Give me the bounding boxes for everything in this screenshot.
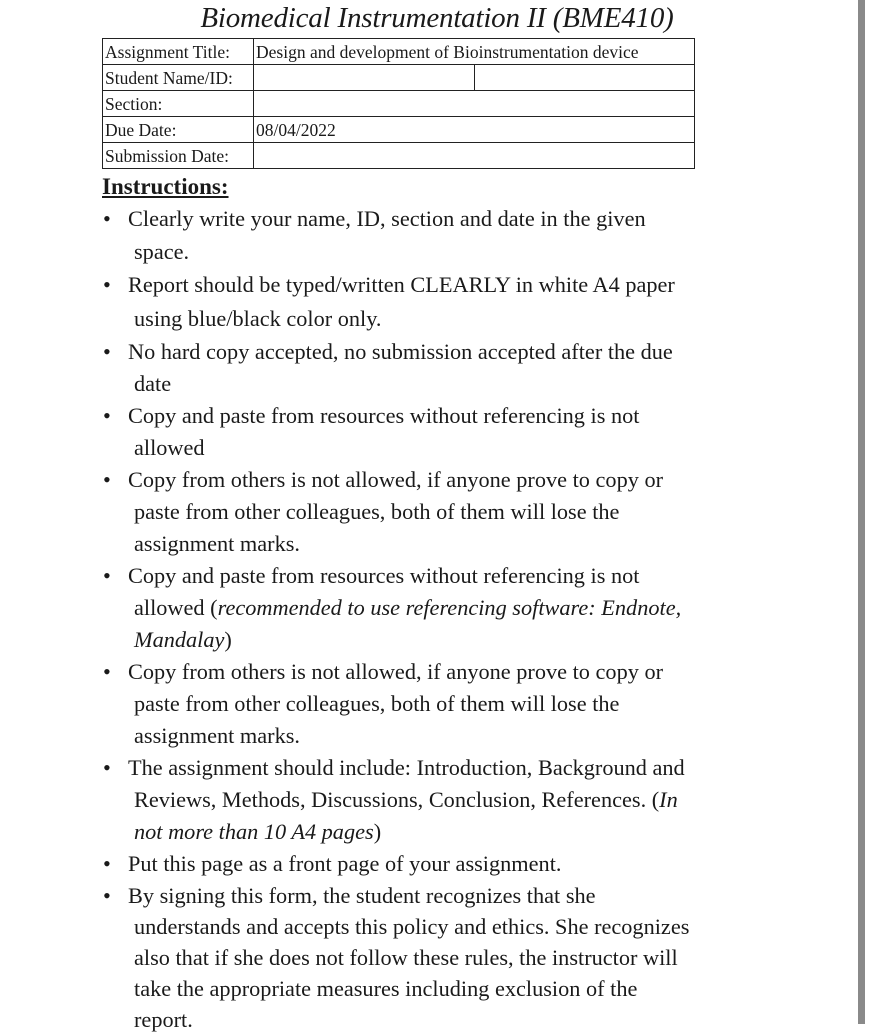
bullet-icon: • <box>103 659 111 684</box>
bullet-icon: • <box>103 563 111 588</box>
bullet-text-line: paste from other colleagues, both of them will lose the <box>134 499 620 524</box>
document-title: Biomedical Instrumentation II (BME410) <box>200 2 674 34</box>
text-italic: recommended to use referencing software: Endnote, <box>217 595 682 620</box>
bullet-icon: • <box>103 206 111 231</box>
text-italic: not more than 10 A4 pages <box>134 819 374 844</box>
list-item <box>102 880 792 1035</box>
text-plain: ) <box>373 819 382 844</box>
list-item <box>102 464 792 560</box>
bullet-text-line <box>128 592 792 624</box>
bullet-text-line: By signing this form, the student recognizes that she <box>128 883 596 908</box>
bullet-text-line: Clearly write your name, ID, section and date in the given <box>128 206 646 231</box>
section-label: Section: <box>103 91 254 117</box>
list-item <box>102 560 792 656</box>
table-row <box>103 117 695 143</box>
bullet-text-line: assignment marks. <box>134 723 300 748</box>
bullet-icon: • <box>103 467 111 492</box>
list-item <box>102 400 792 464</box>
text-plain: allowed ( <box>134 595 218 620</box>
bullet-text-line: using blue/black color only. <box>134 306 382 331</box>
bullet-text-line: paste from other colleagues, both of them will lose the <box>134 691 620 716</box>
assignment-title-label: Assignment Title: <box>103 39 254 65</box>
bullet-icon: • <box>103 339 111 364</box>
bullet-text-line: Copy and paste from resources without referencing is not <box>128 563 640 588</box>
text-italic: In <box>659 787 678 812</box>
bullet-text-line: Copy from others is not allowed, if anyone prove to copy or <box>128 467 664 492</box>
list-item <box>102 848 792 880</box>
table-row <box>103 91 695 117</box>
list-item <box>102 268 792 336</box>
bullet-text-line: The assignment should include: Introduction, Background and <box>128 755 685 780</box>
bullet-icon: • <box>103 851 111 876</box>
bullet-icon: • <box>103 883 111 908</box>
bullet-text-line: No hard copy accepted, no submission accepted after the due <box>128 339 673 364</box>
bullet-text-line: date <box>134 371 172 396</box>
table-row <box>103 143 695 169</box>
instructions-heading: Instructions: <box>102 174 229 199</box>
due-date-label: Due Date: <box>103 117 254 143</box>
assignment-title-value: Design and development of Bioinstrumentation device <box>254 39 695 65</box>
bullet-text-line <box>128 784 792 816</box>
bullet-icon: • <box>103 403 111 428</box>
page-edge-bar <box>858 0 865 1024</box>
bullet-text-line: allowed <box>134 435 205 460</box>
bullet-text-line: space. <box>134 239 190 264</box>
table-row <box>103 65 695 91</box>
student-id-field[interactable] <box>474 65 695 91</box>
section-field[interactable] <box>254 91 695 117</box>
bullet-text-line: take the appropriate measures including exclusion of the <box>134 976 638 1001</box>
submission-date-label: Submission Date: <box>103 143 254 169</box>
bullet-text-line: Put this page as a front page of your assignment. <box>128 851 562 876</box>
list-item <box>102 336 792 400</box>
bullet-text-line: also that if she does not follow these rules, the instructor will <box>134 945 678 970</box>
list-item <box>102 202 792 268</box>
bullet-text-line: Copy and paste from resources without referencing is not <box>128 403 640 428</box>
text-plain: ) <box>224 627 232 652</box>
bullet-icon: • <box>103 755 111 780</box>
bullet-text-line <box>128 624 792 656</box>
assignment-info-table <box>102 38 695 169</box>
bullet-text-line: assignment marks. <box>134 531 300 556</box>
text-italic: Mandalay <box>134 627 225 652</box>
list-item <box>102 752 792 848</box>
student-name-id-label: Student Name/ID: <box>103 65 254 91</box>
bullet-icon: • <box>103 272 111 297</box>
submission-date-field[interactable] <box>254 143 695 169</box>
bullet-text-line: Copy from others is not allowed, if anyone prove to copy or <box>128 659 664 684</box>
bullet-text-line <box>128 816 792 848</box>
table-row <box>103 39 695 65</box>
bullet-text-line: Report should be typed/written CLEARLY in white A4 paper <box>128 272 675 297</box>
text-plain: Reviews, Methods, Discussions, Conclusion, References. ( <box>134 787 660 812</box>
student-name-field[interactable] <box>254 65 475 91</box>
instructions-list <box>102 202 792 1035</box>
bullet-text-line: understands and accepts this policy and ethics. She recognizes <box>134 914 690 939</box>
bullet-text-line: report. <box>134 1007 193 1032</box>
list-item <box>102 656 792 752</box>
due-date-value: 08/04/2022 <box>254 117 695 143</box>
